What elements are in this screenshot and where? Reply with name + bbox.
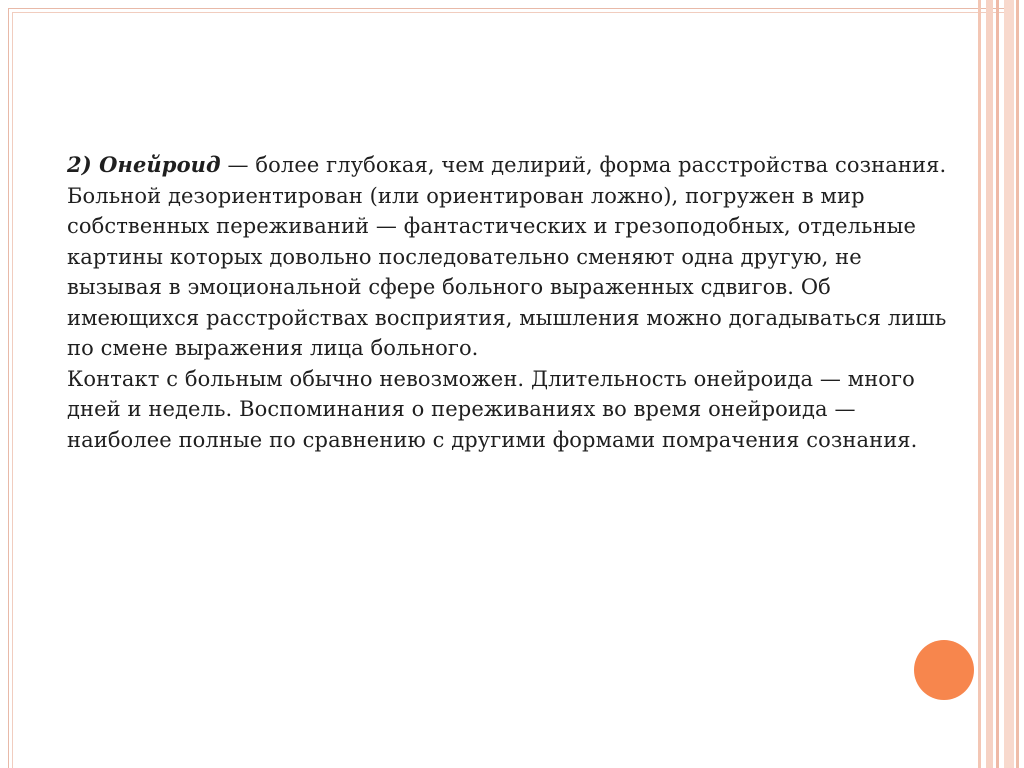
- decorative-stripe: [978, 0, 981, 768]
- paragraph-text: — более глубокая, чем делирий, форма расстройства сознания. Больной дезориентирован (или ориентирован ложно), погружен в мир собственных переживаний — фантастических и грезоподобных, отдельные картины которых довольно последовательно сменяют одна другую, не вызывая в эмоциональной сфере больного выраженных сдвигов. Об имеющихся расстройствах восприятия, мышления можно догадываться лишь по смене выражения лица больного.: [67, 153, 947, 360]
- decorative-stripe: [996, 0, 999, 768]
- decorative-stripe: [986, 0, 993, 768]
- decorative-stripe: [1016, 0, 1019, 768]
- paragraph-oneiroid-definition: [67, 150, 962, 364]
- slide-body: [67, 150, 962, 455]
- orange-circle-decoration: [914, 640, 974, 700]
- term-oneiroid: 2) Онейроид: [67, 152, 221, 177]
- paragraph-contact: Контакт с больным обычно невозможен. Длительность онейроида — много дней и недель. Воспоминания о переживаниях во время онейроида — наиболее полные по сравнению с другими формами помрачения сознания.: [67, 366, 918, 452]
- decorative-stripe: [1004, 0, 1014, 768]
